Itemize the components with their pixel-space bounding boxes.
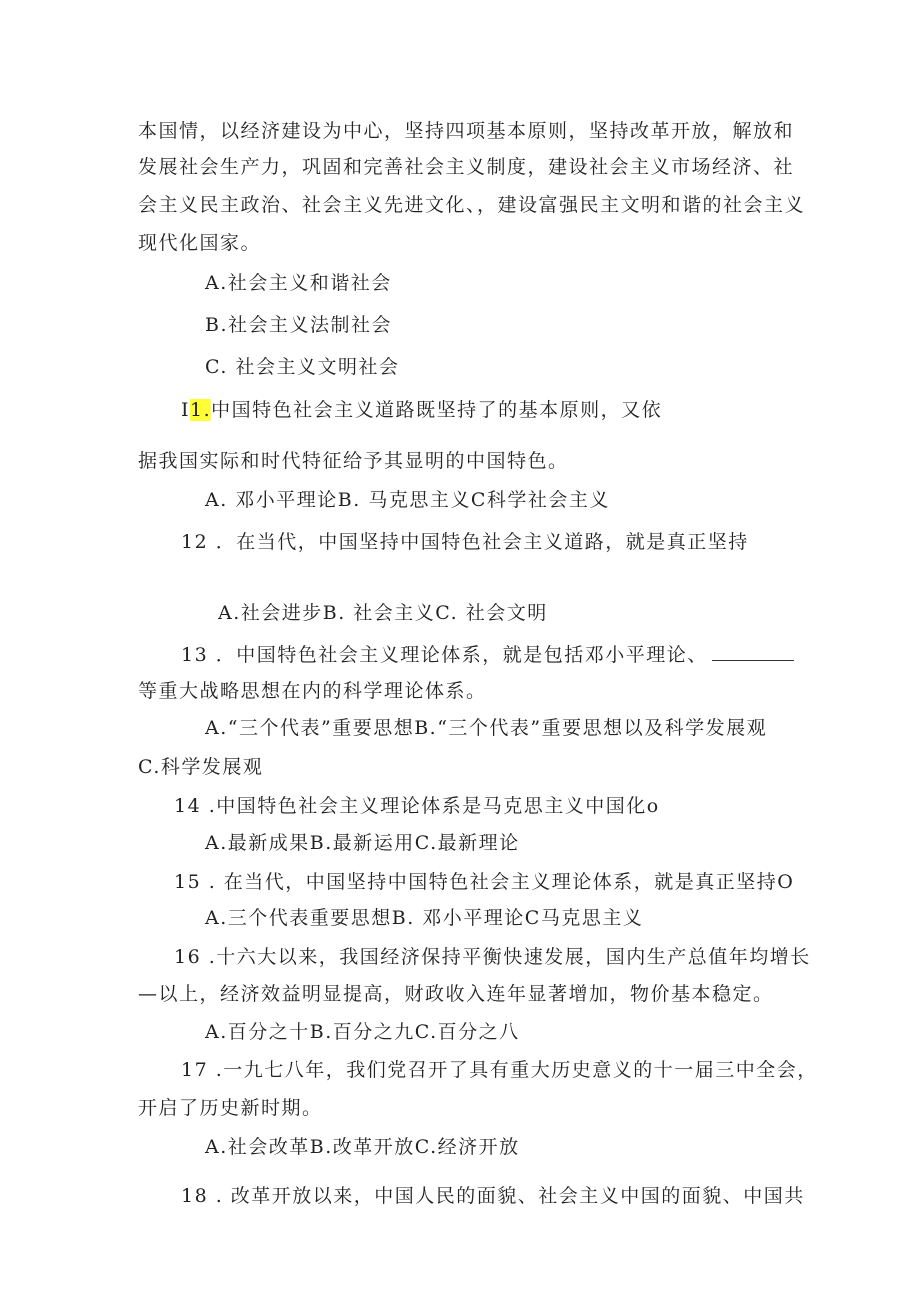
question-17: 17 .一九七八年，我们党召开了具有重大历史意义的十一届三中全会， xyxy=(181,1059,818,1081)
question-18: 18 . 改革开放以来，中国人民的面貌、社会主义中国的面貌、中国共 xyxy=(181,1185,805,1207)
options-line: A.三个代表重要思想B. 邓小平理论C马克思主义 xyxy=(205,907,644,929)
options-line: C.科学发展观 xyxy=(138,756,264,778)
option-c: C. 社会主义文明社会 xyxy=(205,356,400,378)
question-15: 15 . 在当代，中国坚持中国特色社会主义理论体系，就是真正坚持O xyxy=(174,871,795,893)
question-text: 中国特色社会主义道路既坚持了的基本原则，又依 xyxy=(211,399,663,421)
options-line: A.社会进步B. 社会主义C. 社会文明 xyxy=(218,602,548,624)
text-line: —以上，经济效益明显提高，财政收入连年显著增加，物价基本稳定。 xyxy=(138,983,774,1005)
question-13 xyxy=(181,643,794,667)
highlighted-number: 1. xyxy=(190,399,212,421)
options-line: A.“三个代表”重要思想B.“三个代表”重要思想以及科学发展观 xyxy=(205,717,768,739)
question-11 xyxy=(181,398,662,422)
text-line: 本国情，以经济建设为中心，坚持四项基本原则，坚持改革开放，解放和 xyxy=(138,120,795,142)
text-line: 会主义民主政治、社会主义先进文化、，建设富强民主文明和谐的社会主义 xyxy=(138,194,806,216)
text-line: 现代化国家。 xyxy=(138,232,262,254)
question-12: 12 ．在当代，中国坚持中国特色社会主义道路，就是真正坚持 xyxy=(181,531,749,553)
answer-blank xyxy=(712,644,794,661)
options-line: A.社会改革B.改革开放C.经济开放 xyxy=(205,1136,520,1158)
text-line: 开启了历史新时期。 xyxy=(138,1097,323,1119)
option-b: B.社会主义法制社会 xyxy=(205,314,393,336)
question-14: 14 .中国特色社会主义理论体系是马克思主义中国化o xyxy=(174,795,660,817)
question-16: 16 .十六大以来，我国经济保持平衡快速发展，国内生产总值年均增长 xyxy=(174,946,811,968)
options-line: A.百分之十B.百分之九C.百分之八 xyxy=(205,1021,520,1043)
options-line: A. 邓小平理论B. 马克思主义C科学社会主义 xyxy=(205,489,610,511)
question-text: 13 ．中国特色社会主义理论体系，就是包括邓小平理论、 xyxy=(181,644,708,666)
text-line: 等重大战略思想在内的科学理论体系。 xyxy=(138,680,487,702)
options-line: A.最新成果B.最新运用C.最新理论 xyxy=(205,832,520,854)
question-number-prefix: I xyxy=(181,399,191,421)
text-line: 据我国实际和时代特征给予其显明的中国特色。 xyxy=(138,450,569,472)
text-line: 发展社会生产力，巩固和完善社会主义制度，建设社会主义市场经济、社 xyxy=(138,156,795,178)
option-a: A.社会主义和谐社会 xyxy=(205,272,392,294)
